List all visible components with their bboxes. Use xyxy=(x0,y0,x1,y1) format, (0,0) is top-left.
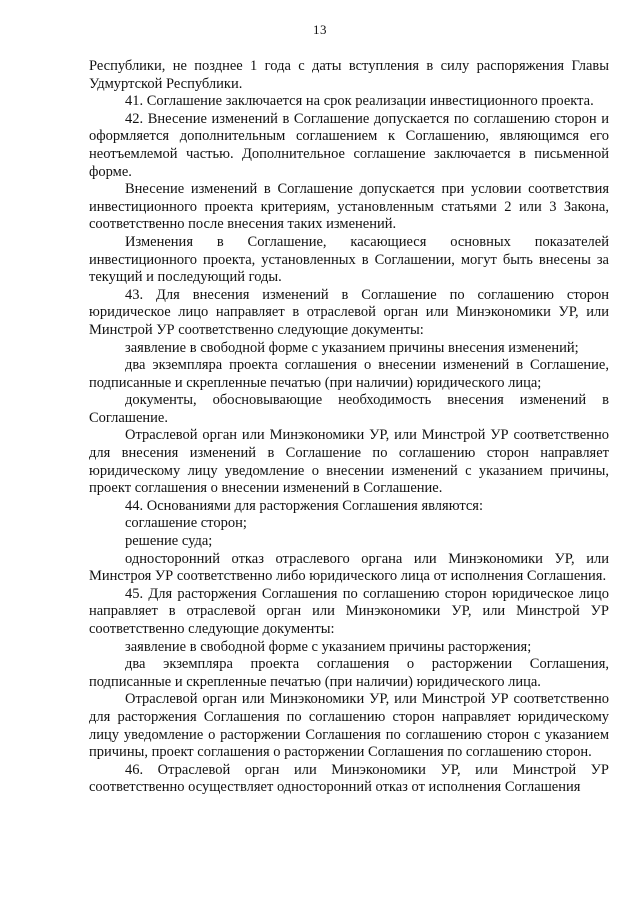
list-item-termination-application: заявление в свободной форме с указанием причины расторжения; xyxy=(125,638,532,655)
paragraph-43-notification: Отраслевой орган или Минэкономики УР, или Минстрой УР соответственно для внесения изменений в Соглашение по соглашению сторон направляет юридическому лицу уведомление о внесении изменений с указанием причины, проект соглашения о внесении изменений в Соглашение. xyxy=(89,427,609,497)
paragraph-continuation: Республики, не позднее 1 года с даты вступления в силу распоряжения Главы Удмуртской Республики. xyxy=(89,58,609,92)
paragraph-44: 44. Основаниями для расторжения Соглашения являются: xyxy=(125,497,483,514)
paragraph-46: 46. Отраслевой орган или Минэкономики УР, или Минстрой УР соответственно осуществляет односторонний отказ от исполнения Соглашения xyxy=(89,761,609,796)
paragraph-45-notification: Отраслевой орган или Минэкономики УР, или Минстрой УР соответственно для расторжения Соглашения по соглашению сторон направляет юридическому лицу уведомление о расторжении Соглашения по соглашению сторон с указанием причины, проект соглашения о расторжении Соглашения по соглашению сторон. xyxy=(89,691,609,761)
list-item-court-decision: решение суда; xyxy=(125,533,213,550)
paragraph-41: 41. Соглашение заключается на срок реализации инвестиционного проекта. xyxy=(125,93,594,110)
list-item-justification: документы, обосновывающие необходимость внесения изменений в Соглашение. xyxy=(89,392,609,426)
list-item-agreement-of-parties: соглашение сторон; xyxy=(125,515,247,532)
list-item-unilateral-refusal: односторонний отказ отраслевого органа или Минэкономики УР, или Минстроя УР соответственно либо юридического лица от исполнения Соглашения. xyxy=(89,550,609,585)
page-number: 13 xyxy=(313,22,327,37)
list-item-termination-copies: два экземпляра проекта соглашения о расторжении Соглашения, подписанные и скрепленные печатью (при наличии) юридического лица. xyxy=(89,656,609,690)
list-item-application: заявление в свободной форме с указанием причины внесения изменений; xyxy=(125,339,579,356)
paragraph-43: 43. Для внесения изменений в Соглашение по соглашению сторон юридическое лицо направляет в отраслевой орган или Минэкономики УР, или Минстрой УР соответственно следующие документы: xyxy=(89,286,609,338)
list-item-two-copies: два экземпляра проекта соглашения о внесении изменений в Соглашение, подписанные и скрепленные печатью (при наличии) юридического лица; xyxy=(89,357,609,391)
paragraph-42: 42. Внесение изменений в Соглашение допускается по соглашению сторон и оформляется дополнительным соглашением к Соглашению, являющимся его неотъемлемой частью. Дополнительное соглашение заключается в письменной форме. xyxy=(89,110,609,180)
paragraph-45: 45. Для расторжения Соглашения по соглашению сторон юридическое лицо направляет в отраслевой орган или Минэкономики УР, или Минстрой УР соответственно следующие документы: xyxy=(89,585,609,637)
paragraph-42-indicator-changes: Изменения в Соглашение, касающиеся основных показателей инвестиционного проекта, установленных в Соглашении, могут быть внесены за текущий и последующий годы. xyxy=(89,233,609,286)
paragraph-42-amendment-conditions: Внесение изменений в Соглашение допускается при условии соответствия инвестиционного проекта критериям, установленным статьями 2 или 3 Закона, соответственно после внесения таких изменений. xyxy=(89,181,609,233)
document-body xyxy=(89,58,609,797)
